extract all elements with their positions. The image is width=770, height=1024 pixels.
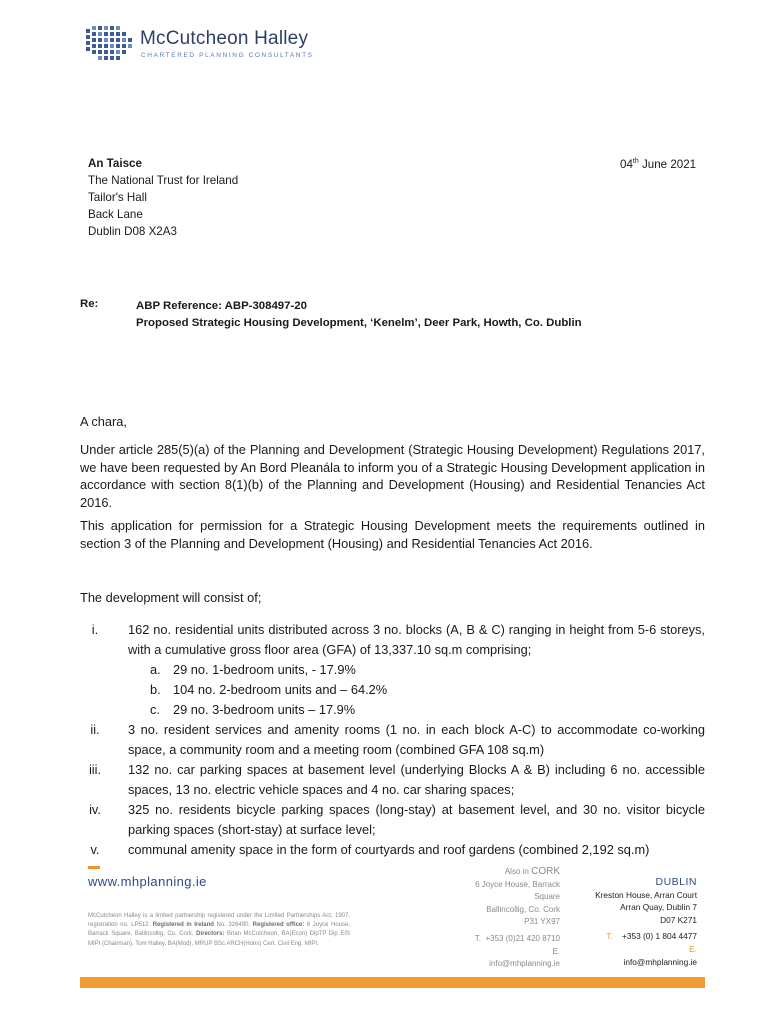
dublin-email[interactable]: info@mhplanning.ie bbox=[623, 956, 697, 967]
date-month-year: June 2021 bbox=[638, 158, 697, 171]
address-line: Dublin D08 X2A3 bbox=[88, 225, 177, 238]
sub-item-text: 29 no. 3-bedroom units – 17.9% bbox=[173, 702, 356, 717]
salutation: A chara, bbox=[80, 414, 127, 429]
paragraph-intro: Under article 285(5)(a) of the Planning and Development (Strategic Housing Development) Regulations 2017, we have been requested by An Bord Pleanála to inform you of a Strategic Housing Development application in accordance with section 8(1)(b) of the Planning and Development (Housing) and Residential Tenancies Act 2016. bbox=[80, 442, 705, 510]
footer-dublin-office: DUBLIN Kreston House, Arran Court Arran Quay, Dublin 7 D07 K271 T. +353 (0) 1 804 4477 E. info@mhplanning.ie bbox=[572, 876, 697, 968]
address-line: The National Trust for Ireland bbox=[88, 174, 239, 187]
list-item-text: communal amenity space in the form of courtyards and roof gardens (combined 2,192 sq.m) bbox=[128, 842, 650, 857]
date-day: 04 bbox=[620, 158, 633, 171]
re-label: Re: bbox=[80, 298, 99, 310]
cork-email[interactable]: info@mhplanning.ie bbox=[489, 959, 560, 969]
recipient-address bbox=[88, 155, 238, 240]
cork-phone: +353 (0)21 420 8710 bbox=[485, 933, 560, 943]
list-item-text: 325 no. residents bicycle parking spaces (long-stay) at basement level, and 30 no. visitor bicycle parking spaces (short-stay) at surface level; bbox=[128, 802, 705, 837]
sub-item-text: 104 no. 2-bedroom units and – 64.2% bbox=[173, 682, 388, 697]
list-item-text: 3 no. resident services and amenity rooms (1 no. in each block A-C) to accommodate co-working space, a community room and a meeting room (combined GFA 108 sq.m) bbox=[128, 722, 705, 757]
date-suffix: th bbox=[632, 158, 639, 166]
list-item-text: 132 no. car parking spaces at basement level (underlying Blocks A & B) including 6 no. accessible spaces, 13 no. electric vehicle spaces and 4 no. car sharing spaces; bbox=[128, 762, 705, 797]
cork-city: CORK bbox=[531, 866, 560, 877]
sub-item-letter: c. bbox=[150, 702, 160, 717]
recipient-org: An Taisce bbox=[88, 157, 142, 170]
list-item-number: v. bbox=[90, 842, 100, 857]
dublin-city: DUBLIN bbox=[655, 876, 697, 888]
list-item-number: iv. bbox=[89, 802, 101, 817]
footer-accent-bar bbox=[88, 866, 100, 869]
logo-mark-icon bbox=[86, 26, 134, 67]
address-line: Back Lane bbox=[88, 208, 143, 221]
logo-company-name: McCutcheon Halley bbox=[140, 28, 309, 49]
footer-website-link[interactable]: www.mhplanning.ie bbox=[88, 874, 207, 889]
re-subject bbox=[136, 298, 582, 332]
sub-item-letter: b. bbox=[150, 682, 161, 697]
footer-legal-notice: McCutcheon Halley is a limited partnership registered under the Limited Partnerships Act, 1907, registration no. LP512. Registered in Ireland No. 326490. Registered office: 6 Joyce House, Barrack Square, Ballincollig, Co. Cork. Directors: Brian McCutcheon, BA(Econ) DipTP Dip EIS MIPI (Chairman). Tom Halley, BA(Mod), MRUP BSc ARCH(Hons) Cert. Civil Eng. MIPI. bbox=[88, 913, 350, 947]
sub-item-text: 29 no. 1-bedroom units, - 17.9% bbox=[173, 662, 356, 677]
re-project: Proposed Strategic Housing Development, ‘Kenelm’, Deer Park, Howth, Co. Dublin bbox=[136, 317, 582, 329]
dublin-phone: +353 (0) 1 804 4477 bbox=[622, 931, 697, 942]
letter-date bbox=[620, 158, 696, 171]
sub-item-letter: a. bbox=[150, 662, 161, 677]
re-reference: ABP Reference: ABP-308497-20 bbox=[136, 300, 307, 312]
list-item-number: i. bbox=[91, 622, 99, 637]
address-line: Tailor's Hall bbox=[88, 191, 147, 204]
footer-orange-bar bbox=[80, 977, 705, 988]
paragraph-requirements: This application for permission for a Strategic Housing Development meets the requirements outlined in section 3 of the Planning and Development (Housing) and Residential Tenancies Act 2016. bbox=[80, 518, 705, 551]
list-item-text: 162 no. residential units distributed across 3 no. blocks (A, B & C) ranging in height from 5-6 storeys, with a cumulative gross floor area (GFA) of 13,337.10 sq.m comprising; bbox=[128, 622, 705, 657]
logo-tagline: CHARTERED PLANNING CONSULTANTS bbox=[141, 52, 314, 59]
paragraph-consist: The development will consist of; bbox=[80, 590, 262, 605]
list-item-number: ii. bbox=[90, 722, 100, 737]
list-item-number: iii. bbox=[88, 762, 102, 777]
footer-cork-office: Also in CORK 6 Joyce House, Barrack Square Ballincollig, Co. Cork P31 YX97 T. +353 (0)21 420 8710 E. info@mhplanning.ie bbox=[440, 866, 560, 971]
